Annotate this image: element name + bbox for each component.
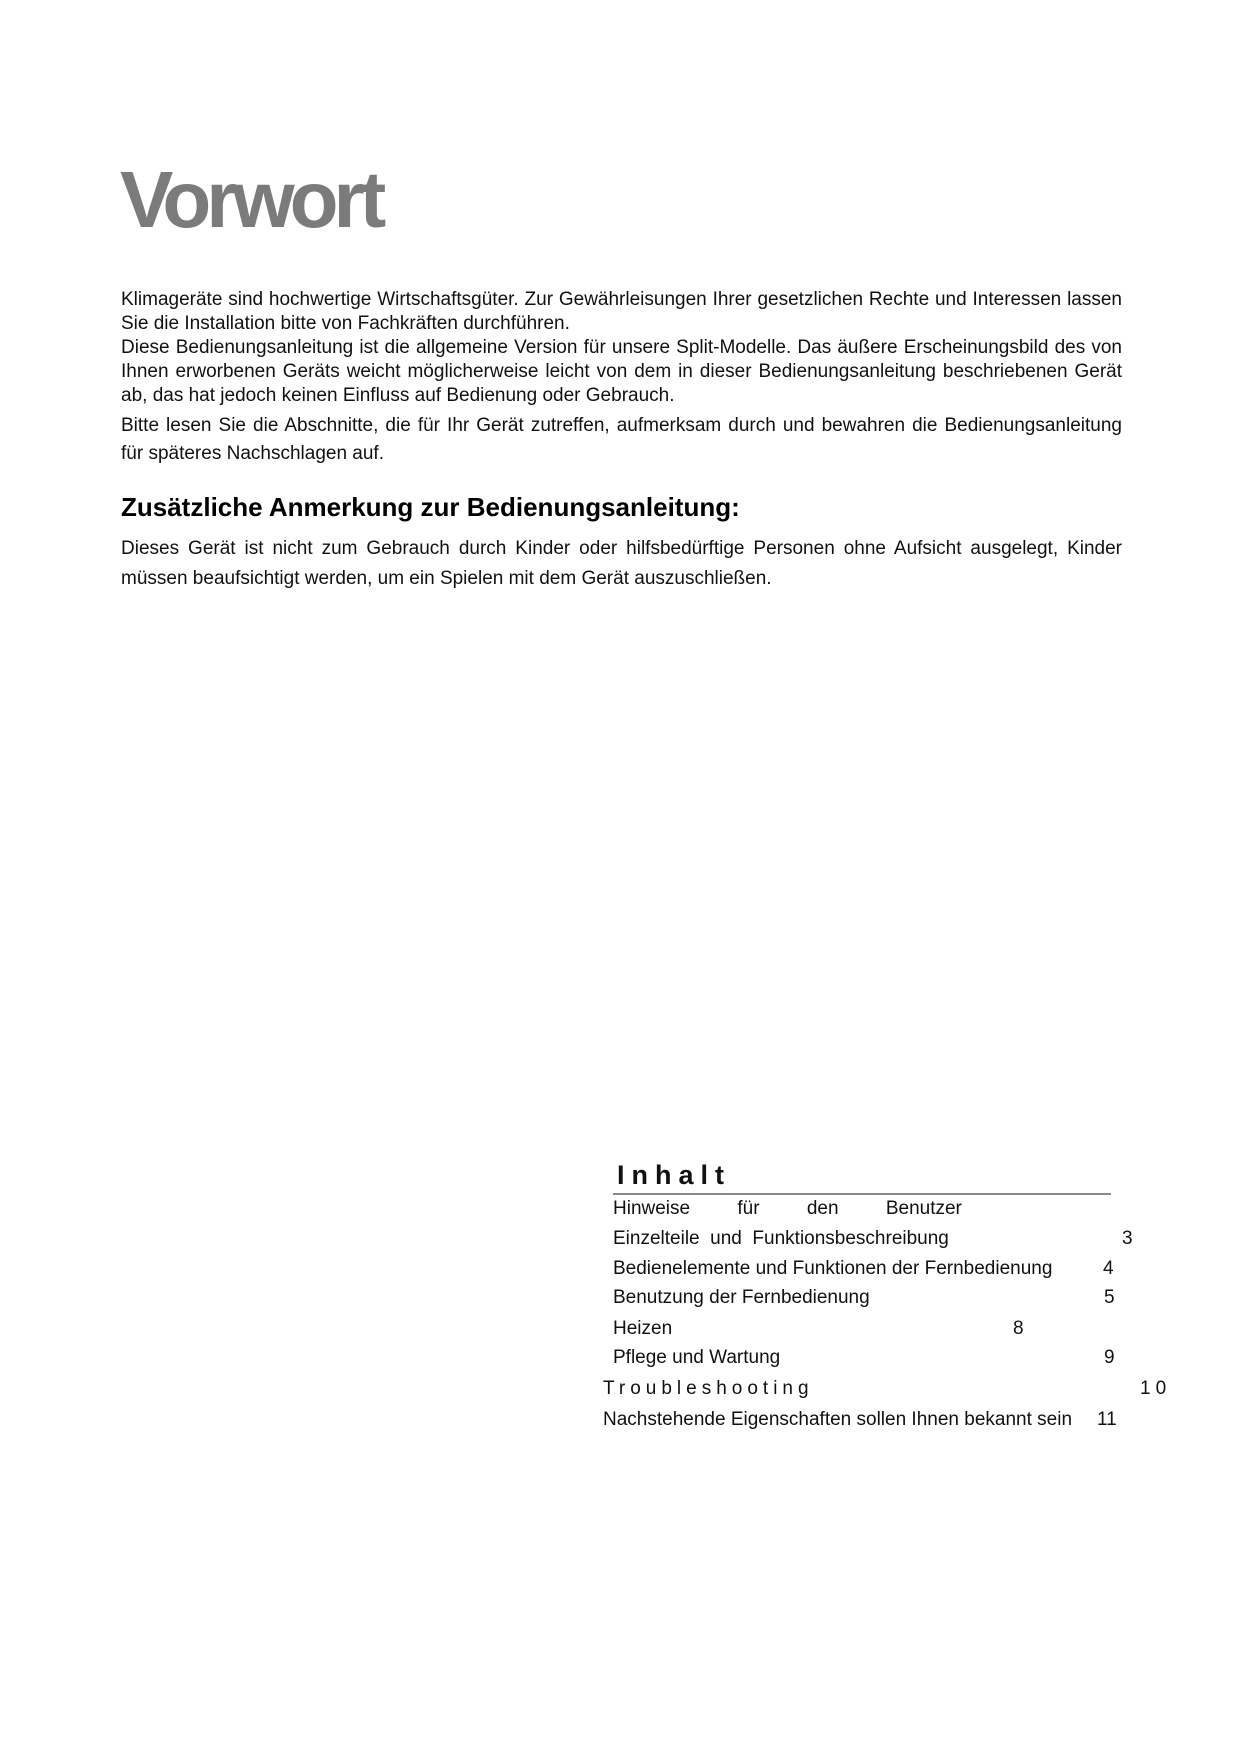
toc-heading: Inhalt bbox=[617, 1160, 731, 1190]
toc-entry-label: Einzelteile und Funktionsbeschreibung bbox=[613, 1228, 949, 1249]
toc-entry-label: Nachstehende Eigenschaften sollen Ihnen bekannt sein bbox=[603, 1409, 1073, 1430]
toc-entry-label: Troubleshooting bbox=[603, 1378, 814, 1399]
toc-entry[interactable] bbox=[613, 1345, 780, 1371]
toc-entry-page: 10 bbox=[1140, 1378, 1172, 1399]
toc-divider bbox=[613, 1193, 1111, 1195]
toc-entry[interactable] bbox=[613, 1316, 672, 1342]
toc-entry-label: Benutzung der Fernbedienung bbox=[613, 1287, 870, 1308]
note-heading: Zusätzliche Anmerkung zur Bedienungsanleitung: bbox=[121, 492, 740, 522]
intro-paragraph-1: Klimageräte sind hochwertige Wirtschaftsgüter. Zur Gewährleisungen Ihrer gesetzlichen Rechte und Interessen lassen Sie die Installation bitte von Fachkräften durchführen. bbox=[121, 289, 1122, 334]
toc-entry[interactable] bbox=[613, 1285, 870, 1311]
toc-entry-page: 11 bbox=[1097, 1409, 1117, 1430]
intro-section bbox=[121, 288, 1122, 468]
toc-entry-word: Hinweise bbox=[613, 1198, 691, 1219]
toc-entry-page: 3 bbox=[1122, 1228, 1133, 1249]
toc-entry[interactable] bbox=[603, 1376, 814, 1402]
toc-entry-page: 9 bbox=[1104, 1347, 1115, 1368]
page-title: Vorwort bbox=[120, 155, 382, 244]
toc-entry[interactable] bbox=[613, 1256, 1052, 1282]
toc-entry-word: den bbox=[806, 1198, 839, 1219]
toc-entry-label: Heizen bbox=[613, 1318, 673, 1339]
intro-paragraph-2: Diese Bedienungsanleitung ist die allgemeine Version für unsere Split-Modelle. Das äußere Erscheinungsbild des von Ihnen erworbenen Geräts weicht möglicherweise leicht von dem in dieser Bedienungsanleitung beschriebenen Gerät ab, das hat jedoch keinen Einfluss auf Bedienung oder Gebrauch. bbox=[121, 337, 1122, 406]
toc-entry-word: Benutzer bbox=[885, 1198, 962, 1219]
toc-entry-page: 4 bbox=[1103, 1258, 1114, 1279]
toc-entry-page: 5 bbox=[1104, 1287, 1115, 1308]
intro-paragraph-3: Bitte lesen Sie die Abschnitte, die für Ihr Gerät zutreffen, aufmerksam durch und bewahren die Bedienungsanleitung für späteres Nachschlagen auf. bbox=[121, 415, 1122, 464]
toc-entry-label: Pflege und Wartung bbox=[613, 1347, 781, 1368]
toc-entry-page: 8 bbox=[1013, 1318, 1024, 1339]
toc-entry-word: für bbox=[737, 1198, 760, 1219]
toc-entry-label: Bedienelemente und Funktionen der Fernbedienung bbox=[613, 1258, 1053, 1279]
toc-entry[interactable] bbox=[613, 1226, 949, 1252]
toc-entry[interactable] bbox=[613, 1196, 962, 1222]
toc-entry[interactable] bbox=[603, 1407, 1072, 1433]
note-text: Dieses Gerät ist nicht zum Gebrauch durch Kinder oder hilfsbedürftige Personen ohne Aufsicht ausgelegt, Kinder müssen beaufsichtigt werden, um ein Spielen mit dem Gerät auszuschließen. bbox=[121, 538, 1122, 589]
